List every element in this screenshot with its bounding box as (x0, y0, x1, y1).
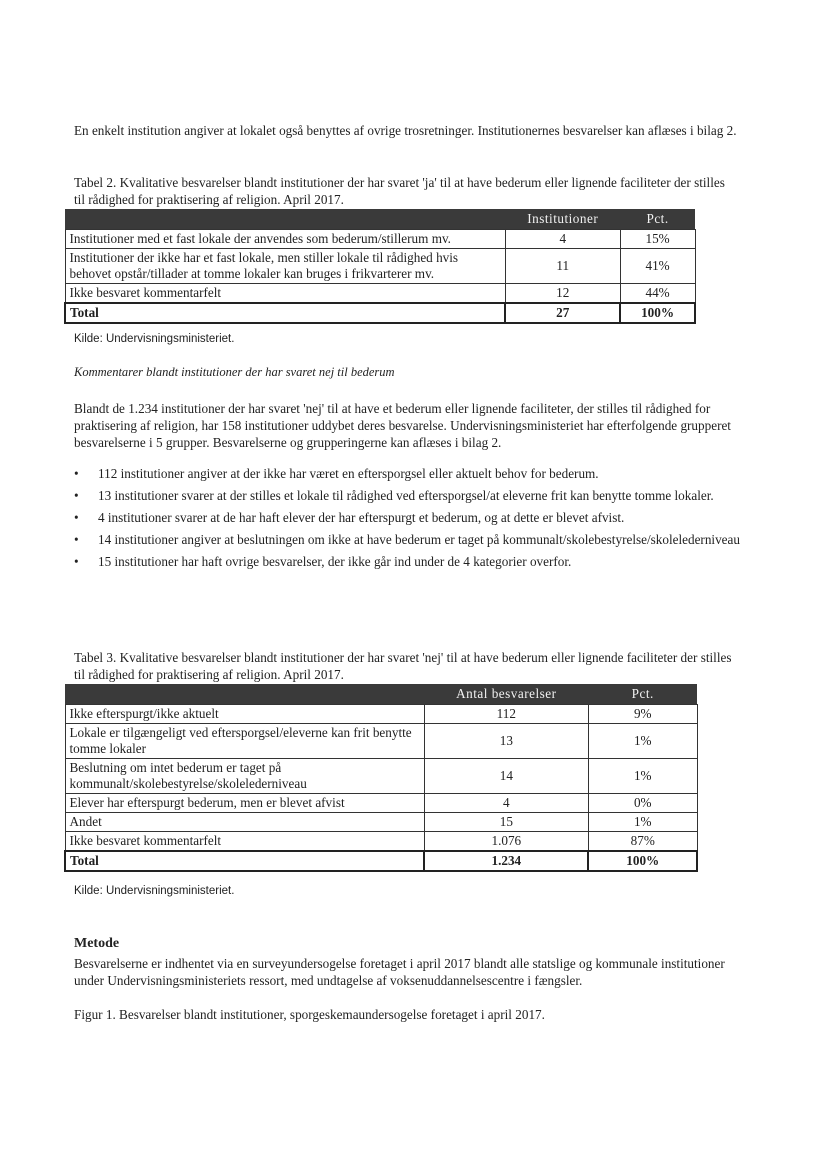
row-count: 12 (505, 284, 620, 304)
row-count: 1.076 (424, 832, 588, 852)
table3-header-blank (65, 684, 424, 705)
list-item-text: 14 institutioner angiver at beslutningen om ikke at have bederum er taget på kommunalt/skolebestyrelse/skolelederniveau (98, 532, 740, 547)
row-pct: 44% (620, 284, 695, 304)
row-label: Ikke besvaret kommentarfelt (65, 284, 505, 304)
table2-header-institutions: Institutioner (505, 209, 620, 230)
row-pct: 0% (588, 794, 697, 813)
table-row (65, 284, 695, 304)
list-item (74, 465, 744, 482)
row-pct: 9% (588, 705, 697, 724)
row-label: Institutioner med et fast lokale der anvendes som bederum/stillerum mv. (65, 230, 505, 249)
row-pct: 1% (588, 724, 697, 759)
table-row (65, 705, 697, 724)
table-row (65, 724, 697, 759)
table2-header-blank (65, 209, 505, 230)
row-count: 112 (424, 705, 588, 724)
row-count: 13 (424, 724, 588, 759)
table-row (65, 813, 697, 832)
table3-total-row (65, 851, 697, 871)
total-pct: 100% (588, 851, 697, 871)
list-item-text: 13 institutioner svarer at der stilles et lokale til rådighed ved eftersporgsel/at eleverne frit kan benytte tomme lokaler. (98, 488, 714, 503)
total-count: 1.234 (424, 851, 588, 871)
table2-caption: Tabel 2. Kvalitative besvarelser blandt institutioner der har svaret 'ja' til at have bederum eller lignende faciliteter der stilles til rådighed for praktisering af religion. April 2017. (74, 175, 725, 207)
intro-paragraph: En enkelt institution angiver at lokalet også benyttes af ovrige trosretninger. Institutionernes besvarelser kan aflæses i bilag 2. (74, 123, 737, 138)
table-row (65, 249, 695, 284)
row-label: Beslutning om intet bederum er taget på kommunalt/skolebestyrelse/skolelederniveau (65, 759, 424, 794)
comment-heading: Kommentarer blandt institutioner der har svaret nej til bederum (74, 365, 395, 379)
total-count: 27 (505, 303, 620, 323)
bullet-icon: • (74, 510, 79, 525)
table2-header-pct: Pct. (620, 209, 695, 230)
list-item (74, 509, 744, 526)
row-pct: 1% (588, 813, 697, 832)
bullet-icon: • (74, 488, 79, 503)
row-count: 14 (424, 759, 588, 794)
table-row (65, 832, 697, 852)
bullet-list (74, 465, 744, 575)
total-label: Total (65, 851, 424, 871)
total-label: Total (65, 303, 505, 323)
row-label: Institutioner der ikke har et fast lokale, men stiller lokale til rådighed hvis behovet opstår/tillader at tomme lokaler kan bruges i frikvarterer mv. (65, 249, 505, 284)
row-count: 11 (505, 249, 620, 284)
method-heading: Metode (74, 936, 120, 951)
table3-header-count: Antal besvarelser (424, 684, 588, 705)
list-item (74, 487, 744, 504)
table2-source: Kilde: Undervisningsministeriet. (74, 333, 235, 345)
table2-header-row (65, 209, 695, 230)
table3-source: Kilde: Undervisningsministeriet. (74, 885, 235, 897)
table-row (65, 794, 697, 813)
row-label: Andet (65, 813, 424, 832)
row-pct: 41% (620, 249, 695, 284)
list-item-text: 4 institutioner svarer at de har haft elever der har efterspurgt et bederum, og at dette er blevet afvist. (98, 510, 625, 525)
table3 (64, 684, 698, 872)
table3-header-row (65, 684, 697, 705)
table-row (65, 230, 695, 249)
row-pct: 87% (588, 832, 697, 852)
total-pct: 100% (620, 303, 695, 323)
table2-total-row (65, 303, 695, 323)
bullet-icon: • (74, 532, 79, 547)
row-pct: 15% (620, 230, 695, 249)
list-item (74, 531, 744, 548)
row-count: 15 (424, 813, 588, 832)
row-count: 4 (424, 794, 588, 813)
row-label: Ikke besvaret kommentarfelt (65, 832, 424, 852)
table2 (64, 209, 696, 324)
row-label: Lokale er tilgængeligt ved eftersporgsel/eleverne kan frit benytte tomme lokaler (65, 724, 424, 759)
figure-caption: Figur 1. Besvarelser blandt institutioner, sporgeskemaundersogelse foretaget i april 2017. (74, 1007, 545, 1022)
row-pct: 1% (588, 759, 697, 794)
row-label: Ikke efterspurgt/ikke aktuelt (65, 705, 424, 724)
table3-header-pct: Pct. (588, 684, 697, 705)
list-item-text: 15 institutioner har haft ovrige besvarelser, der ikke går ind under de 4 kategorier overfor. (98, 554, 572, 569)
list-item (74, 553, 744, 570)
list-item-text: 112 institutioner angiver at der ikke har været en eftersporgsel eller aktuelt behov for bederum. (98, 466, 599, 481)
row-count: 4 (505, 230, 620, 249)
method-text: Besvarelserne er indhentet via en surveyundersogelse foretaget i april 2017 blandt alle statslige og kommunale institutioner under Undervisningsministeriets ressort, med undtagelse af voksenuddannelsescentre i fængsler. (74, 956, 725, 988)
paragraph-nej: Blandt de 1.234 institutioner der har svaret 'nej' til at have et bederum eller lignende faciliteter, der stilles til rådighed for praktisering af religion, har 158 institutioner uddybet deres besvarelse. Undervisningsministeriet har efterfolgende grupperet besvarelserne i 5 grupper. Besvarelserne og grupperingerne kan aflæses i bilag 2. (74, 401, 731, 450)
bullet-icon: • (74, 466, 79, 481)
table3-caption: Tabel 3. Kvalitative besvarelser blandt institutioner der har svaret 'nej' til at have bederum eller lignende faciliteter der stilles til rådighed for praktisering af religion. April 2017. (74, 650, 732, 682)
bullet-icon: • (74, 554, 79, 569)
row-label: Elever har efterspurgt bederum, men er blevet afvist (65, 794, 424, 813)
table-row (65, 759, 697, 794)
